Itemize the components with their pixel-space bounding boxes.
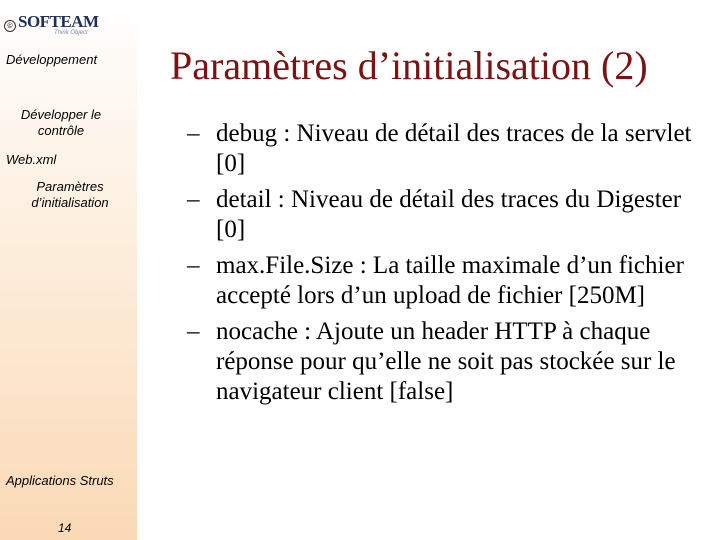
bullet-text: max.File.Size : La taille maximale d’un fichier accepté lors d’un upload de fichier [250M] xyxy=(216,252,684,309)
bullet-dash: – xyxy=(187,186,200,213)
logo-name: SOFTEAM xyxy=(18,12,99,31)
bullet-dash: – xyxy=(187,318,200,345)
bullet-dash: – xyxy=(187,252,200,279)
sidebar xyxy=(0,0,137,540)
bullet-item xyxy=(187,119,707,179)
page-number: 14 xyxy=(58,521,72,535)
copyright-icon: © xyxy=(4,20,16,32)
bullet-text: nocache : Ajoute un header HTTP à chaque réponse pour qu’elle ne soit pas stockée sur le navigateur client [false] xyxy=(216,318,676,405)
bullet-text: debug : Niveau de détail des traces de la servlet [0] xyxy=(216,120,692,177)
sidebar-course-title: Applications Struts xyxy=(6,473,114,488)
sidebar-item-developper-controle: Développer le contrôle xyxy=(20,107,102,138)
logo-tagline: Think Object xyxy=(54,30,88,36)
bullet-item xyxy=(187,185,707,245)
softeam-logo xyxy=(2,8,99,38)
sidebar-item-parametres: Paramètres d’initialisation xyxy=(31,179,109,210)
bullet-list xyxy=(187,119,707,413)
bullet-text: detail : Niveau de détail des traces du Digester [0] xyxy=(216,186,682,243)
slide-title: Paramètres d’initialisation (2) xyxy=(170,43,648,88)
bullet-item xyxy=(187,317,707,407)
bullet-dash: – xyxy=(187,120,200,147)
sidebar-item-web-xml: Web.xml xyxy=(6,152,57,167)
bullet-item xyxy=(187,251,707,311)
sidebar-section-title: Développement xyxy=(6,52,98,67)
